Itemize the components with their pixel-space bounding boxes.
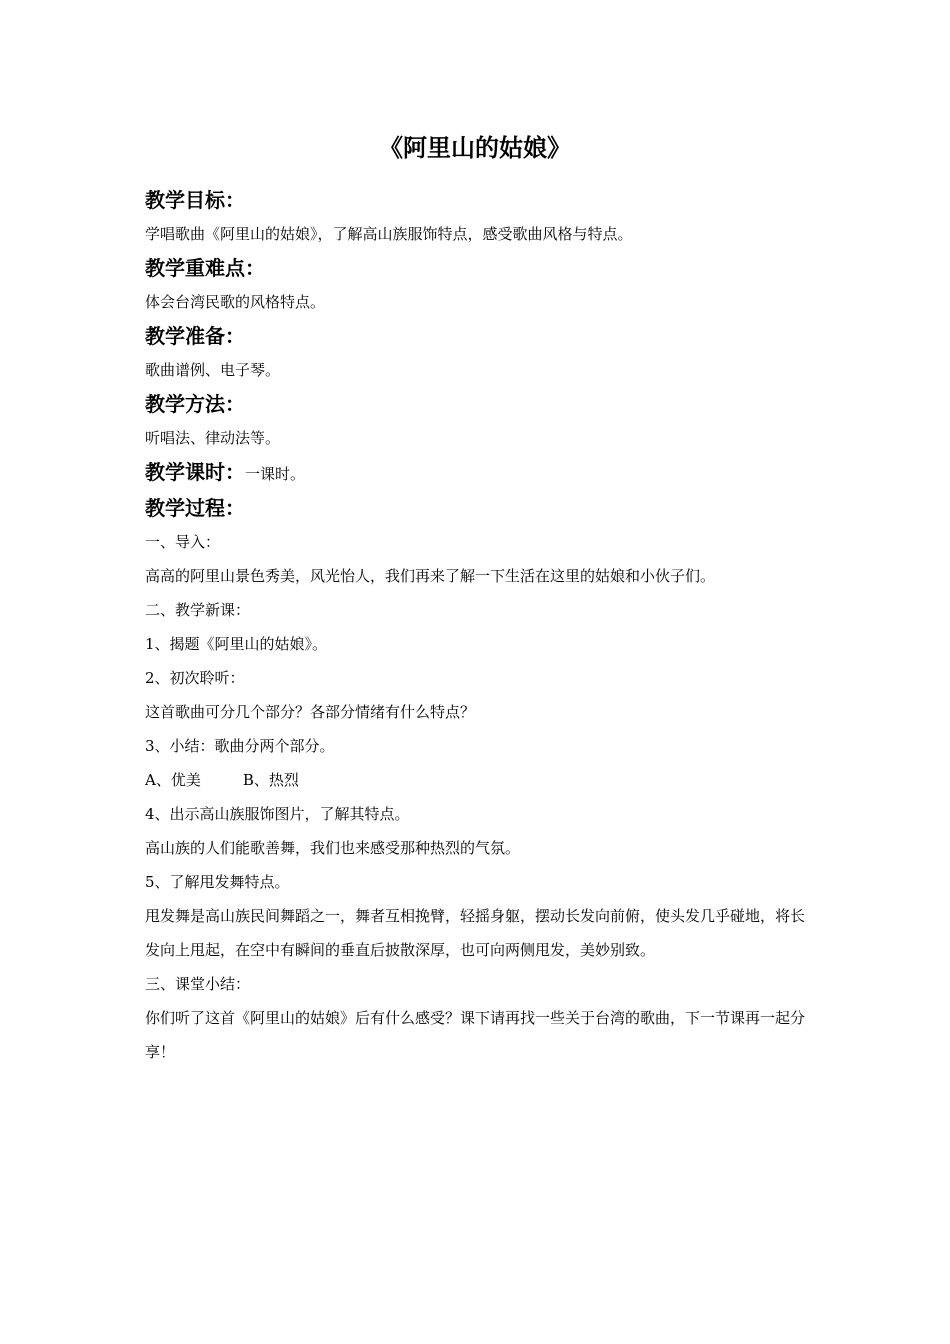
new-lesson-label: 二、教学新课： [145,601,251,619]
methods-heading: 教学方法： [145,392,245,416]
step-5: 5、了解甩发舞特点。 [145,873,290,891]
hours-text: 一课时。 [245,465,306,483]
hours-heading: 教学课时： [145,460,245,484]
summary-text: 你们听了这首《阿里山的姑娘》后有什么感受？课下请再找一些关于台湾的歌曲，下一节课再一起分享！ [145,1009,806,1061]
preparation-heading: 教学准备： [145,324,245,348]
document-title: 《阿里山的姑娘》 [379,134,571,162]
option-a: A、优美 [145,771,201,789]
step-1: 1、揭题《阿里山的姑娘》。 [145,635,328,653]
preparation-text: 歌曲谱例、电子琴。 [145,361,281,379]
option-b: B、热烈 [242,771,299,789]
options-line [145,763,815,797]
objectives-text: 学唱歌曲《阿里山的姑娘》，了解高山族服饰特点，感受歌曲风格与特点。 [145,225,633,243]
objectives-heading: 教学目标： [145,188,245,212]
process-heading: 教学过程： [145,496,245,520]
step-4-text: 高山族的人们能歌善舞，我们也来感受那种热烈的气氛。 [145,839,521,857]
summary-label: 三、课堂小结： [145,975,251,993]
key-points-text: 体会台湾民歌的风格特点。 [145,293,326,311]
step-3: 3、小结：歌曲分两个部分。 [145,737,335,755]
key-points-heading: 教学重难点： [145,256,265,280]
hours-line [145,455,815,491]
intro-label: 一、导入： [145,533,221,551]
methods-text: 听唱法、律动法等。 [145,429,281,447]
intro-text: 高高的阿里山景色秀美，风光怡人，我们再来了解一下生活在这里的姑娘和小伙子们。 [145,567,716,585]
step-2-question: 这首歌曲可分几个部分？各部分情绪有什么特点？ [145,703,476,721]
step-5-text: 甩发舞是高山族民间舞蹈之一，舞者互相挽臂，轻摇身躯，摆动长发向前俯，使头发几乎碰地，将长发向上甩起，在空中有瞬间的垂直后披散深厚，也可向两侧甩发，美妙别致。 [145,907,806,959]
step-2: 2、初次聆听： [145,669,245,687]
document-body [145,183,815,1069]
step-4: 4、出示高山族服饰图片，了解其特点。 [145,805,410,823]
